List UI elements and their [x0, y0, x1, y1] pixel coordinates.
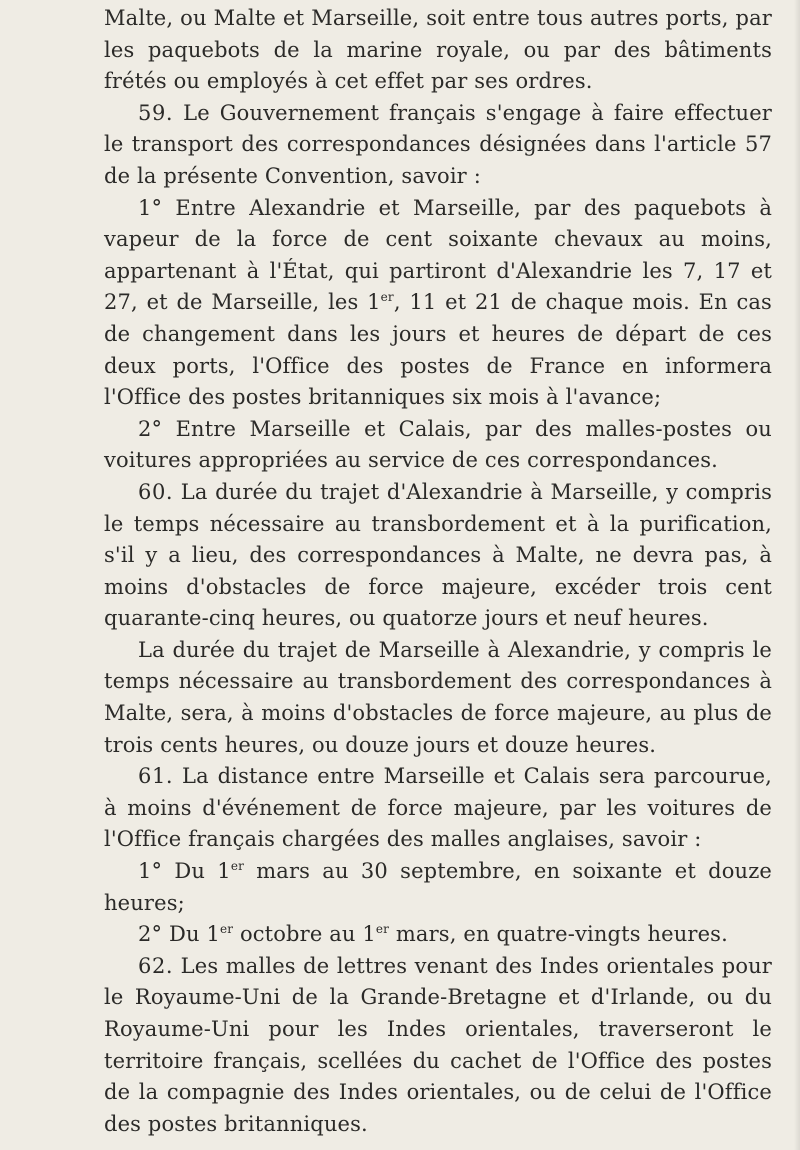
article-number: 61. — [138, 764, 174, 789]
paragraph-text: Les malles de lettres venant des Indes orientales pour le Royaume-Uni de la Grande-Bretagne et d'Irlande, ou du Royaume-Uni pour les Indes orientales, traverseront le territoire français, scellées du cachet de l'Office des postes de la compagnie des Indes orientales, ou de celui de l'Office des postes britanniques. — [104, 953, 772, 1136]
body-text — [104, 3, 772, 1140]
page-edge-shadow — [794, 0, 800, 1150]
article-number: 62. — [138, 953, 174, 978]
paragraph — [104, 193, 772, 414]
paragraph — [104, 477, 772, 635]
paragraph-text: mars, en quatre-vingts heures. — [389, 922, 728, 947]
paragraph-text: mars au 30 septembre, en soixante et douze heures; — [104, 859, 772, 915]
paragraph-text: , 11 et 21 de chaque mois. En cas de changement dans les jours et heures de départ de ces deux ports, l'Office des postes de France en informera l'Office des postes britanniques six mois à l'avance; — [104, 290, 772, 410]
superscript-text: er — [375, 922, 390, 937]
paragraph — [104, 414, 772, 477]
paragraph — [104, 951, 772, 1141]
paragraph-text: La durée du trajet d'Alexandrie à Marseille, y compris le temps nécessaire au transbordement et à la purification, s'il y a lieu, des correspondances à Malte, ne devra pas, à moins d'obstacles de force majeure, excéder trois cent quarante-cinq heures, ou quatorze jours et neuf heures. — [104, 479, 772, 631]
paragraph — [104, 3, 772, 98]
paragraph-text: La durée du trajet de Marseille à Alexandrie, y compris le temps nécessaire au transbordement des correspondances à Malte, sera, à moins d'obstacles de force majeure, au plus de trois cents heures, ou douze jours et douze heures. — [104, 637, 772, 757]
article-number: 59. — [138, 100, 174, 125]
paragraph — [104, 919, 772, 951]
paragraph-text: Malte, ou Malte et Marseille, soit entre tous autres ports, par les paquebots de la marine royale, ou par des bâtiments frétés ou employés à cet effet par ses ordres. — [104, 6, 772, 94]
paragraph-text: Le Gouvernement français s'engage à faire effectuer le transport des correspondances désignées dans l'article 57 de la présente Convention, savoir : — [104, 100, 772, 188]
paragraph — [104, 761, 772, 856]
paragraph-text: 2° Entre Marseille et Calais, par des malles-postes ou voitures appropriées au service de ces correspondances. — [104, 416, 772, 473]
superscript-text: er — [219, 922, 234, 937]
paragraph-text: 2° Du 1 — [138, 922, 220, 947]
paragraph-text: 1° Entre Alexandrie et Marseille, par des paquebots à vapeur de la force de cent soixante chevaux au moins, appartenant à l'État, qui partiront d'Alexandrie les 7, 17 et 27, et de Marseille, les 1 — [104, 195, 772, 315]
paragraph-text: La distance entre Marseille et Calais sera parcourue, à moins d'événement de force majeure, par les voitures de l'Office français chargées des malles anglaises, savoir : — [104, 764, 772, 852]
paragraph-text: 1° Du 1 — [138, 859, 231, 884]
article-number: 60. — [138, 479, 174, 504]
paragraph-text: octobre au 1 — [233, 922, 376, 947]
paragraph — [104, 856, 772, 919]
superscript-text: er — [230, 859, 244, 874]
paragraph — [104, 98, 772, 193]
paragraph — [104, 635, 772, 761]
superscript-text: er — [380, 290, 394, 305]
